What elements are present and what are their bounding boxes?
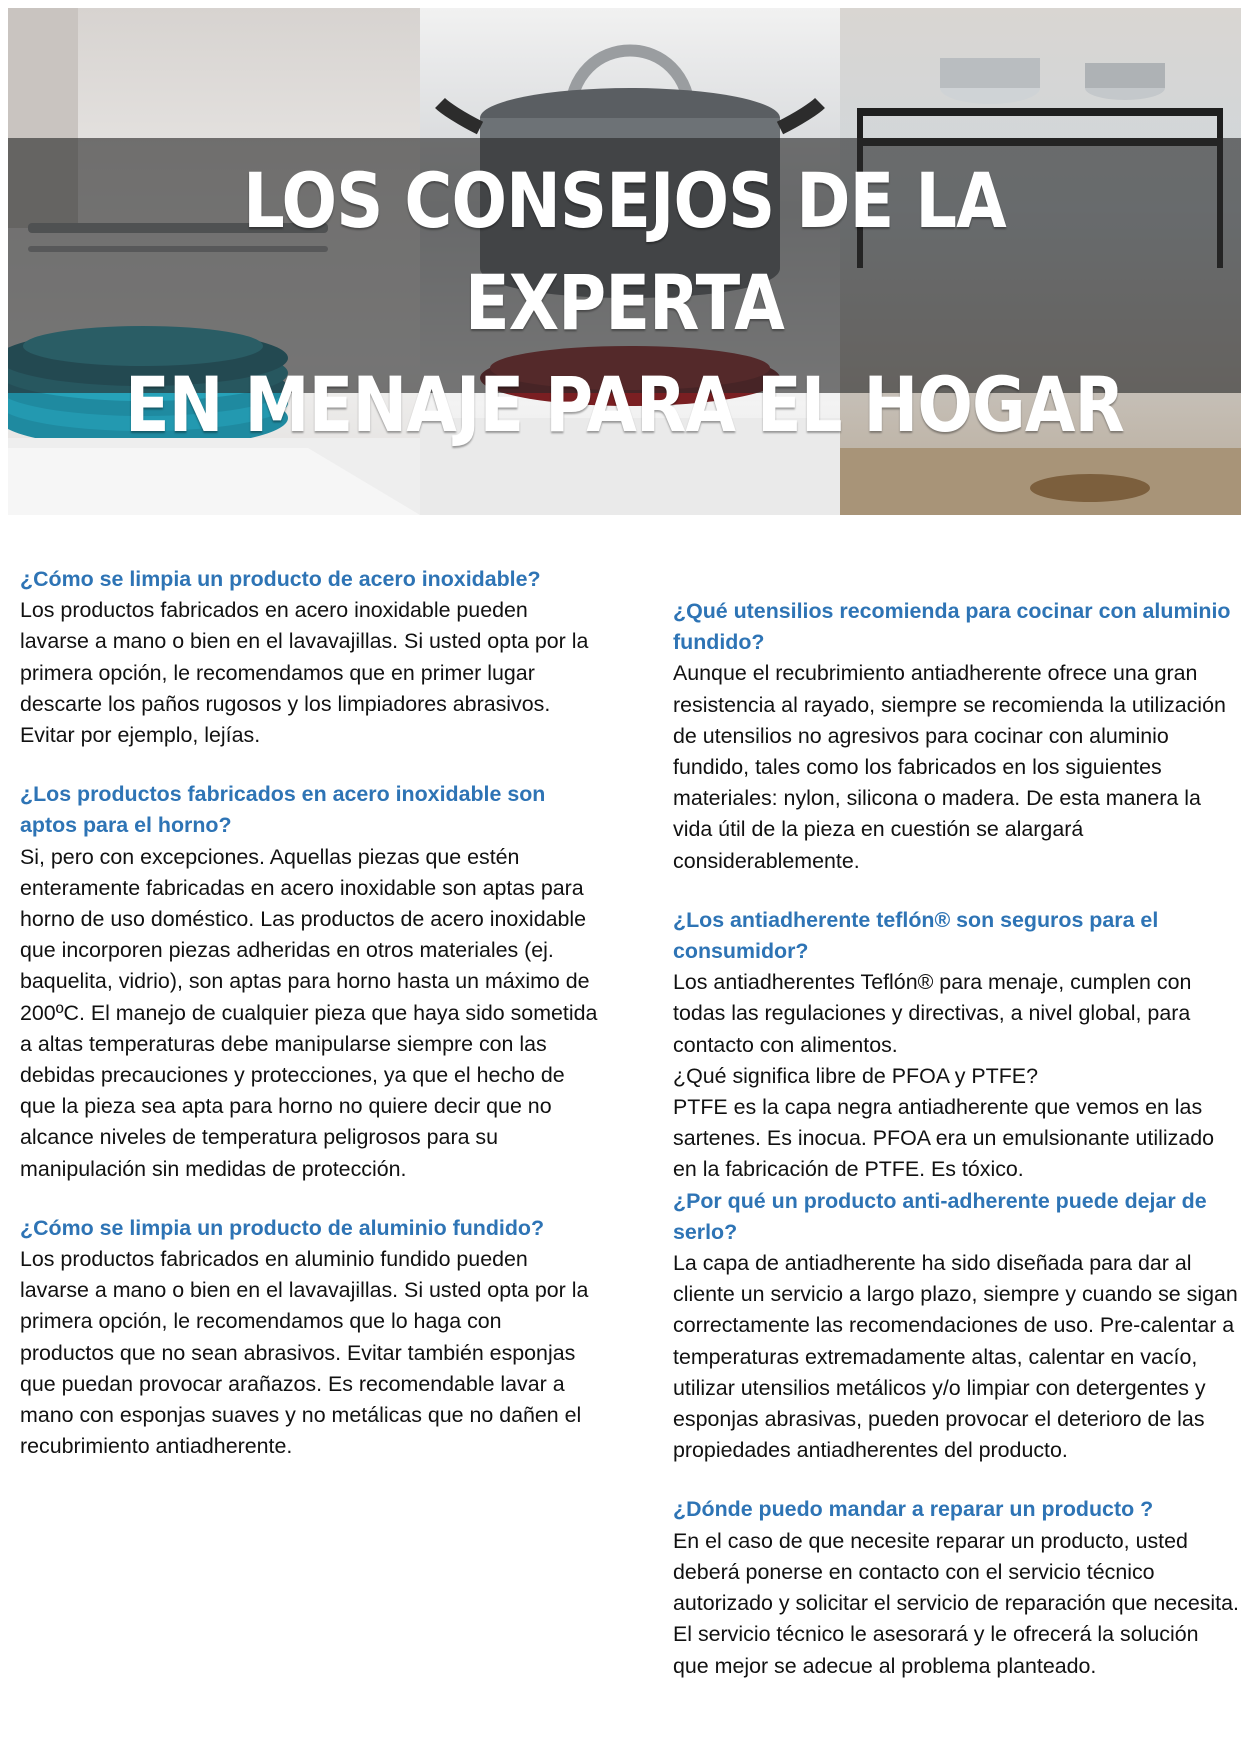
faq-answer: Los productos fabricados en aluminio fundido pueden lavarse a mano o bien en el lavavajillas. Si usted opta por la primera opción, le recomendamos que lo haga con productos que no sean abrasivos. Evitar también esponjas que puedan provocar arañazos. Es recomendable lavar a mano con esponjas suaves y no metálicas que no dañen el recubrimiento antiadherente.	[20, 1247, 589, 1459]
faq-answer: Si, pero con excepciones. Aquellas piezas que estén enteramente fabricadas en acero inoxidable son aptas para horno de uso doméstico. Las productos de acero inoxidable que incorporen piezas adheridas en otros materiales (ej. baquelita, vidrio), son aptas para horno hasta un máximo de 200ºC. El manejo de cualquier pieza que haya sido sometida a altas temperaturas debe manipularse siempre con las debidas precauciones y protecciones, ya que el hecho de que la pieza sea apta para horno no quiere decir que no alcance niveles de temperatura peligrosos para su manipulación sin medidas de protección.	[20, 844, 598, 1181]
hero-title-line-2: EN MENAJE PARA EL HOGAR	[124, 360, 1125, 449]
faq-answer: En el caso de que necesite reparar un producto, usted deberá ponerse en contacto con el servicio técnico autorizado y solicitar el servicio de reparación que necesita. El servicio técnico le asesorará y le ofrecerá la solución que mejor se adecue al problema planteado.	[673, 1528, 1239, 1678]
faq-question: ¿Los antiadherente teflón® son seguros para el consumidor?	[673, 907, 1159, 964]
faq-question: ¿Por qué un producto anti-adherente puede dejar de serlo?	[673, 1188, 1207, 1244]
faq-subquestion: ¿Qué significa libre de PFOA y PTFE?	[673, 1063, 1038, 1088]
faq-item	[20, 564, 600, 751]
faq-answer: Aunque el recubrimiento antiadherente ofrece una gran resistencia al rayado, siempre se recomienda la utilización de utensilios no agresivos para cocinar con aluminio fundido, tales como los fabricados en los siguientes materiales: nylon, silicona o madera. De esta manera la vida útil de la pieza en cuestión se alargará considerablemente.	[673, 661, 1226, 873]
faq-question: ¿Cómo se limpia un producto de acero inoxidable?	[20, 567, 541, 591]
faq-subanswer: PTFE es la capa negra antiadherente que vemos en las sartenes. Es inocua. PFOA era un emulsionante utilizado en la fabricación de PTFE. Es tóxico.	[673, 1095, 1215, 1182]
faq-item	[673, 596, 1239, 877]
faq-item	[673, 1186, 1239, 1467]
hero-title	[94, 150, 1154, 456]
faq-question: ¿Cómo se limpia un producto de aluminio fundido?	[20, 1215, 545, 1240]
faq-item	[673, 905, 1239, 1186]
hero-banner	[8, 8, 1241, 515]
faq-answer: Los productos fabricados en acero inoxidable pueden lavarse a mano o bien en el lavavajillas. Si usted opta por la primera opción, le recomendamos que en primer lugar descarte los paños rugosos y los limpiadores abrasivos. Evitar por ejemplo, lejías.	[20, 598, 589, 748]
faq-question: ¿Qué utensilios recomienda para cocinar con aluminio fundido?	[673, 599, 1231, 655]
faq-question: ¿Dónde puedo mandar a reparar un producto ?	[673, 1497, 1154, 1522]
right-column	[673, 596, 1239, 1682]
faq-question: ¿Los productos fabricados en acero inoxidable son aptos para el horno?	[20, 782, 546, 838]
faq-answer: Los antiadherentes Teflón® para menaje, cumplen con todas las regulaciones y directivas, a nivel global, para contacto con alimentos.	[673, 970, 1192, 1057]
hero-title-line-1: LOS CONSEJOS DE LA EXPERTA	[243, 156, 1006, 347]
faq-item	[20, 779, 600, 1185]
left-column	[20, 564, 600, 1490]
faq-answer: La capa de antiadherente ha sido diseñada para dar al cliente un servicio a largo plazo, siempre y cuando se sigan correctamente las recomendaciones de uso. Pre-calentar a temperaturas extremadamente altas, calentar en vacío, utilizar utensilios metálicos y/o limpiar con detergentes y esponjas abrasivas, pueden provocar el deterioro de las propiedades antiadherentes del producto.	[673, 1251, 1238, 1463]
faq-item	[20, 1213, 600, 1463]
faq-item	[673, 1494, 1239, 1681]
